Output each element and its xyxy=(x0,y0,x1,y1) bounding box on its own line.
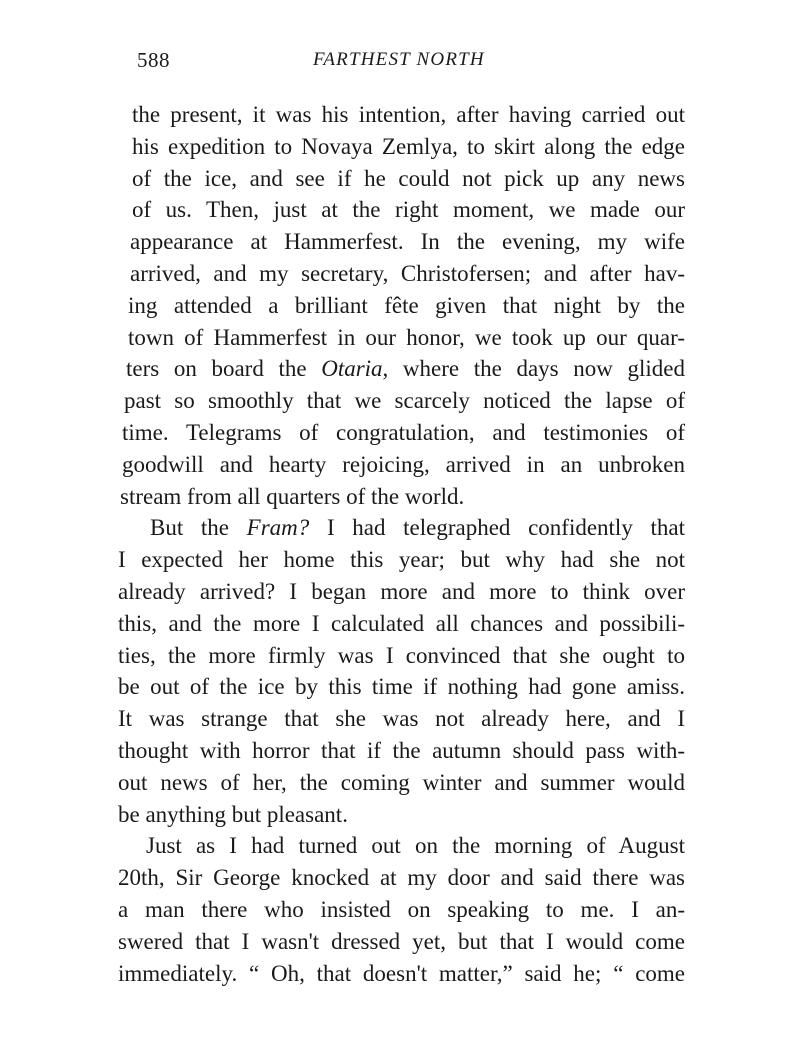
text-run: But the xyxy=(150,515,247,541)
text-line xyxy=(118,671,685,703)
text-run: of the ice, and see if he could not pick up any news xyxy=(132,165,685,191)
text-line xyxy=(126,353,685,385)
text-run: ters on board the xyxy=(126,356,322,382)
text-line xyxy=(132,131,685,163)
text-line xyxy=(132,194,685,226)
text-run: this, and the more I calculated all chances and possibili- xyxy=(118,610,685,636)
text-line xyxy=(120,481,685,513)
text-line xyxy=(118,958,685,990)
text-line xyxy=(118,576,685,608)
text-run: a man there who insisted on speaking to me. I an- xyxy=(118,896,685,922)
text-run: goodwill and hearty rejoicing, arrived in an unbroken xyxy=(122,451,685,477)
text-run: of us. Then, just at the right moment, we made our xyxy=(132,197,685,223)
text-run: the present, it was his intention, after having carried out xyxy=(132,102,685,127)
running-head: FARTHEST NORTH xyxy=(313,49,485,70)
text-run: swered that I wasn't dressed yet, but that I would come xyxy=(118,928,685,954)
text-line xyxy=(118,767,685,799)
text-line xyxy=(118,735,685,767)
text-line xyxy=(118,608,685,640)
text-run: be out of the ice by this time if nothing had gone amiss. xyxy=(118,674,685,700)
text-line xyxy=(124,385,685,417)
text-run: past so smoothly that we scarcely noticed the lapse of xyxy=(124,388,685,414)
text-run: Just as I had turned out on the morning of August xyxy=(146,833,685,859)
text-run: out news of her, the coming winter and summer would xyxy=(118,769,685,795)
text-run: time. Telegrams of congratulation, and testimonies of xyxy=(122,419,685,445)
text-line xyxy=(122,417,685,449)
text-run: already arrived? I began more and more to think over xyxy=(118,578,685,604)
text-run: thought with horror that if the autumn should pass with- xyxy=(118,737,685,763)
text-run: be anything but pleasant. xyxy=(118,801,348,827)
italic-text-run: Otaria xyxy=(321,356,383,382)
text-line xyxy=(130,226,685,258)
text-run: immediately. “ Oh, that doesn't matter,” said he; “ come xyxy=(118,960,685,986)
text-line xyxy=(118,640,685,672)
text-run: I expected her home this year; but why had she not xyxy=(118,547,685,573)
text-run: , where the days now glided xyxy=(382,356,685,382)
italic-text-run: Fram? xyxy=(246,515,310,541)
text-run: arrived, and my secretary, Christofersen; and after hav- xyxy=(130,260,685,286)
body-text xyxy=(118,99,685,989)
text-line xyxy=(118,926,685,958)
text-line xyxy=(118,799,685,831)
text-run: ing attended a brilliant fête given that night by the xyxy=(128,292,685,318)
text-line xyxy=(114,830,685,862)
page-number: 588 xyxy=(137,48,170,72)
text-line xyxy=(122,449,685,481)
text-run: I had telegraphed confidently that xyxy=(309,515,685,541)
text-run: his expedition to Novaya Zemlya, to skirt along the edge xyxy=(132,133,685,159)
text-line xyxy=(118,894,685,926)
page-header xyxy=(0,48,800,78)
text-run: stream from all quarters of the world. xyxy=(120,483,465,509)
text-run: ties, the more firmly was I convinced that she ought to xyxy=(118,642,685,668)
text-line xyxy=(118,862,685,894)
text-line xyxy=(118,512,685,544)
text-line xyxy=(128,322,685,354)
text-run: 20th, Sir George knocked at my door and said there was xyxy=(118,865,685,891)
text-run: town of Hammerfest in our honor, we took up our quar- xyxy=(128,324,685,350)
text-line xyxy=(128,290,685,322)
text-run: It was strange that she was not already here, and I xyxy=(118,706,685,732)
text-line xyxy=(132,99,685,131)
text-line xyxy=(132,163,685,195)
text-line xyxy=(118,703,685,735)
text-run: appearance at Hammerfest. In the evening, my wife xyxy=(130,229,685,255)
text-line xyxy=(118,544,685,576)
text-line xyxy=(130,258,685,290)
